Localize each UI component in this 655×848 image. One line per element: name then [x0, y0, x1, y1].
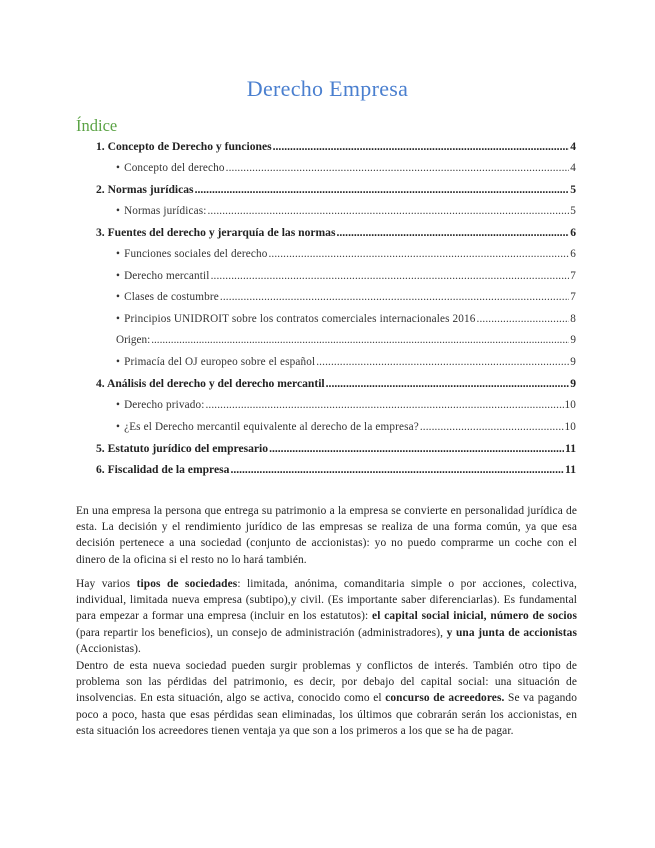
toc-entry[interactable] — [96, 140, 576, 153]
toc-entry[interactable] — [116, 399, 576, 411]
toc-page-number: 4 — [570, 162, 576, 174]
toc-entry[interactable] — [96, 463, 576, 476]
bullet-icon: • — [116, 313, 121, 325]
toc-page-number: 9 — [570, 377, 576, 390]
toc-page-number: 8 — [570, 313, 576, 325]
toc-entry-label: 3. Fuentes del derecho y jerarquía de las normas — [96, 226, 336, 239]
toc-dot-leader — [420, 421, 564, 433]
toc-entry[interactable] — [96, 442, 576, 455]
toc-dot-leader — [205, 399, 563, 411]
bullet-icon: • — [116, 356, 121, 368]
toc-page-number: 9 — [570, 356, 576, 368]
toc-dot-leader — [273, 140, 570, 153]
toc-entry-label: 6. Fiscalidad de la empresa — [96, 463, 230, 476]
bullet-icon: • — [116, 399, 121, 411]
toc-entry[interactable] — [96, 183, 576, 196]
toc-dot-leader — [336, 226, 569, 239]
toc-entry-label: • Primacía del OJ europeo sobre el español — [116, 356, 316, 368]
toc-entry-label: • Derecho privado: — [116, 399, 205, 411]
toc-entry[interactable] — [116, 248, 576, 260]
toc-entry-label: • Clases de costumbre — [116, 291, 219, 303]
bold-text: concurso de acreedores. — [385, 692, 505, 705]
toc-page-number: 5 — [570, 205, 576, 217]
toc-page-number: 11 — [565, 463, 576, 476]
toc-page-number: 9 — [570, 334, 576, 346]
toc-dot-leader — [226, 162, 570, 174]
toc-entry-label: • Funciones sociales del derecho — [116, 248, 268, 260]
text-run: Hay varios — [76, 578, 137, 590]
toc-entry-label: • Concepto del derecho — [116, 162, 225, 174]
bullet-icon: • — [116, 270, 121, 282]
toc-entry[interactable] — [116, 313, 576, 325]
toc-entry-label: 5. Estatuto jurídico del empresario — [96, 442, 269, 455]
toc-dot-leader — [269, 442, 564, 455]
paragraph-1: En una empresa la persona que entrega su patrimonio a la empresa se convierte en personalidad jurídica de esta. La decisión y el rendimiento jurídico de las empresas se realiza de una forma común, ya que esa decisión pertenece a una sociedad (conjunto de accionistas): yo no puedo comprarme un coche con el dinero de la oficina si el resto no lo hará también. — [76, 505, 577, 566]
text-run: Se va pagando poco a poco, hasta que esas pérdidas sean eliminadas, los últimos que cobrarán serán los accionistas, en esta situación los acreedores tienen ventaja ya que son a los primeros a los que se ha de pagar. — [76, 692, 577, 737]
toc-dot-leader — [211, 270, 570, 282]
toc-entry[interactable] — [116, 421, 576, 433]
bullet-icon: • — [116, 291, 121, 303]
toc-page-number: 11 — [565, 442, 576, 455]
toc-entry-label: 1. Concepto de Derecho y funciones — [96, 140, 272, 153]
toc-entry[interactable] — [116, 205, 576, 217]
bullet-icon: • — [116, 205, 121, 217]
bold-text: el capital social inicial, número de socios — [372, 610, 577, 623]
index-heading: Índice — [76, 116, 118, 135]
toc-page-number: 7 — [570, 291, 576, 303]
toc-entry-label: Origen: — [116, 334, 151, 346]
paragraph-2 — [76, 576, 577, 657]
toc-entry-label: 2. Normas jurídicas — [96, 183, 194, 196]
bullet-icon: • — [116, 421, 121, 433]
text-run: (para repartir los beneficios), un consejo de administración (administradores), — [76, 626, 447, 639]
paragraph-3 — [76, 658, 577, 739]
toc-entry-label: • Principios UNIDROIT sobre los contratos comerciales internacionales 2016 — [116, 313, 476, 325]
toc-entry[interactable] — [96, 377, 576, 390]
toc-entry[interactable] — [116, 291, 576, 303]
toc-page-number: 7 — [570, 270, 576, 282]
document-title: Derecho Empresa — [246, 76, 409, 101]
toc-page-number: 10 — [564, 399, 576, 411]
toc-entry-label: 4. Análisis del derecho y del derecho mercantil — [96, 377, 325, 390]
toc-dot-leader — [195, 183, 570, 196]
toc-entry[interactable] — [116, 356, 576, 368]
toc-page-number: 6 — [570, 226, 576, 239]
toc-dot-leader — [207, 205, 569, 217]
toc-entry-label: • Normas jurídicas: — [116, 205, 207, 217]
toc-dot-leader — [316, 356, 569, 368]
text-run: Dentro de esta nueva sociedad pueden surgir problemas y conflictos de interés. También otro tipo de problema son las pérdidas del patrimonio, es decir, por debajo del capital social: una situación de insolvencias. En esta situación, algo se activa, conocido como el — [76, 660, 577, 705]
toc-entry[interactable] — [96, 226, 576, 239]
toc-dot-leader — [230, 463, 564, 476]
bullet-icon: • — [116, 162, 121, 174]
toc-entry[interactable] — [116, 270, 576, 282]
toc-page-number: 6 — [570, 248, 576, 260]
toc-dot-leader — [326, 377, 570, 390]
toc-dot-leader — [477, 313, 570, 325]
toc-entry[interactable] — [116, 334, 576, 346]
text-run: : limitada, anónima, comanditaria simple o por acciones, colectiva, individual, limitada nueva empresa (subtipo),y civil. (Es importante saber diferenciarlas). Es fundamental para empezar a formar una empresa (incluir en los estatutos): — [76, 578, 577, 623]
toc-entry-label: • ¿Es el Derecho mercantil equivalente al derecho de la empresa? — [116, 421, 419, 433]
text-run: (Accionistas). — [76, 642, 141, 655]
toc-dot-leader — [151, 334, 569, 346]
toc-dot-leader — [268, 248, 569, 260]
bullet-icon: • — [116, 248, 121, 260]
toc-page-number: 10 — [564, 421, 576, 433]
bold-text: y una junta de accionistas — [446, 626, 577, 639]
toc-entry[interactable] — [116, 162, 576, 174]
toc-dot-leader — [220, 291, 569, 303]
toc-page-number: 5 — [570, 183, 576, 196]
toc-page-number: 4 — [570, 140, 576, 153]
toc-entry-label: • Derecho mercantil — [116, 270, 210, 282]
bold-text: tipos de sociedades — [136, 578, 238, 590]
